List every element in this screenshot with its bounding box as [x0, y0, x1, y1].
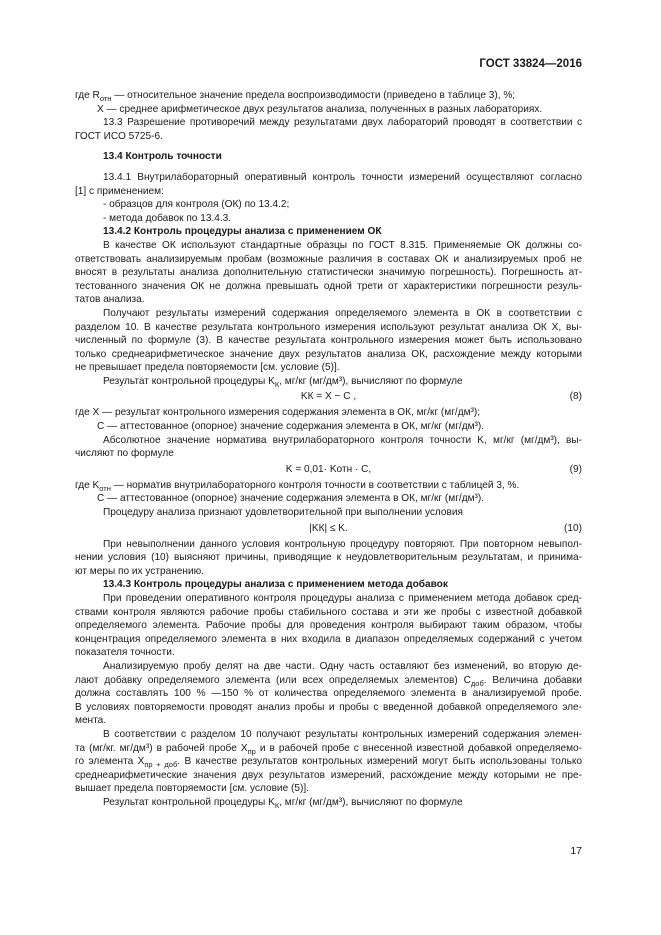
text-line: В соответствии с разделом 10 получают результаты контрольных измерений содержания элемен- — [103, 728, 582, 740]
text-line: 13.4.1 Внутрилабораторный оперативный контроль точности измерений осуществляют согласно — [103, 171, 582, 183]
formula-line — [75, 461, 582, 479]
text-segment: . Величина добавки — [483, 674, 582, 686]
text-line: числяют по формуле — [75, 448, 174, 460]
text-line: вносят в результаты анализа дополнительную статистически значимую погрешность). Погрешность ат- — [75, 267, 582, 279]
text-segment: Результат контрольной процедуры K — [103, 796, 275, 808]
text-line: среднеарифметические значения двух результатов измерений, расхождение между которыми не пре- — [75, 769, 582, 781]
text-line: тестованного значения ОК не должна превышать одной трети от характеристики погрешности резуль- — [75, 280, 582, 292]
subscript: пр — [247, 746, 256, 756]
text-line: - образцов для контроля (ОК) по 13.4.2; — [103, 199, 290, 211]
subscript: пр + доб — [144, 760, 178, 770]
text-segment: лают добавку определяемого элемента (или всех определяемых элементов) C — [75, 674, 471, 686]
section-heading: 13.4.3 Контроль процедуры анализа с применением метода добавок — [103, 579, 448, 591]
text-line: Анализируемую пробу делят на две части. Одну часть оставляют без изменений, во вторую де- — [103, 660, 582, 672]
text-line: разделом 10. В качестве результата контрольного измерения используют результат анализа ОК X, вы- — [75, 321, 582, 333]
formula-expression: K = 0,01· Kотн · C, — [285, 463, 372, 475]
text-line — [75, 479, 582, 493]
text-line: нении условия (10) выясняют причины, приводящие к неудовлетворительным результатам, и принима- — [75, 552, 582, 564]
formula-expression: |KК| ≤ K. — [309, 522, 348, 534]
text-line: - метода добавок по 13.4.3. — [103, 212, 232, 224]
page-number: 17 — [570, 845, 582, 857]
formula-line — [75, 520, 582, 538]
text-line: В качестве ОК используют стандартные образцы по ГОСТ 8.315. Применяемые ОК должны со- — [103, 239, 582, 251]
text-line: численный по формуле (3). В качестве результата контрольного измерения может быть использовано — [75, 335, 582, 347]
section-heading: 13.4.2 Контроль процедуры анализа с применением ОК — [103, 226, 382, 238]
text-line: не превышает предела повторяемости [см. условие (5)]. — [75, 362, 340, 374]
text-segment: та (мг/кг. мг/дм³) в рабочей пробе X — [75, 742, 248, 754]
text-segment: . В качестве результатов контрольных измерений могут быть использованы только — [177, 756, 582, 768]
paragraph-spacer — [75, 143, 582, 150]
subscript: К — [274, 379, 280, 389]
subscript: отн — [99, 94, 112, 104]
text-line: татов анализа. — [75, 294, 145, 306]
text-segment: , мг/кг (мг/дм³), вычисляют по формуле — [279, 375, 463, 387]
text-line: Абсолютное значение норматива внутрилабораторного контроля точности K, мг/кг (мг/дм³), вы- — [103, 434, 582, 446]
subscript: доб — [470, 678, 484, 688]
formula-number: (8) — [569, 391, 582, 403]
text-segment: , мг/кг (мг/дм³), вычисляют по формуле — [279, 796, 463, 808]
text-line: должна составлять 100 % —150 % от количества определяемого элемента в анализируемой пробе. — [75, 688, 582, 700]
text-line: определяемого элемента. Рабочие пробы для проведения контроля выбирают таким образом, чтобы — [75, 620, 582, 632]
text-line: Процедуру анализа признают удовлетворительной при выполнении условия — [103, 507, 464, 519]
text-line: При проведении оперативного контроля процедуры анализа с применением метода добавок сред- — [103, 593, 582, 604]
text-line: ют меры по их устранению. — [75, 565, 204, 577]
text-line: В условиях повторяемости проводят анализ пробы и пробы с введенной добавкой определяемого эле- — [75, 701, 582, 713]
formula-number: (10) — [564, 522, 582, 534]
page-body — [75, 89, 582, 810]
text-line: мента. — [75, 715, 107, 727]
subscript: К — [274, 800, 280, 810]
text-line: C — аттестованное (опорное) значение содержания элемента в ОК, мг/кг (мг/дм³). — [97, 421, 485, 433]
text-segment: и в рабочей пробе с внесенной известной добавкой определяемо- — [255, 742, 582, 754]
text-line — [75, 755, 582, 769]
text-line: 13.3 Разрешение противоречий между результатами двух лабораторий проводят в соответствии с — [103, 117, 582, 129]
text-line: показателя точности. — [75, 647, 175, 659]
text-line: ГОСТ ИСО 5725-6. — [75, 130, 163, 142]
text-line — [75, 89, 582, 103]
text-segment: Результат контрольной процедуры K — [103, 375, 275, 387]
subscript: отн — [99, 483, 111, 493]
text-segment: — относительное значение предела воспроизводимости (приведено в таблице 3), %; — [111, 90, 516, 101]
text-line — [75, 796, 582, 810]
text-segment: где R — [75, 90, 100, 101]
text-line: ответствовать анализируемым пробам (возможные различия в составах ОК и анализируемых проб не — [75, 253, 582, 265]
text-line: X — среднее арифметическое двух результатов анализа, полученных в разных лабораториях. — [97, 103, 543, 115]
paragraph-spacer — [75, 164, 582, 171]
text-line: где X — результат контрольного измерения содержания элемента в ОК, мг/кг (мг/дм³); — [75, 407, 481, 419]
text-line — [75, 674, 582, 688]
section-heading: 13.4 Контроль точности — [103, 151, 222, 163]
document-code-header: ГОСТ 33824—2016 — [479, 58, 582, 70]
text-line: вышает предела повторяемости [см. условие (5)]. — [75, 783, 309, 795]
text-line: [1] с применением: — [75, 185, 164, 197]
text-line — [75, 375, 582, 389]
text-line — [75, 742, 582, 756]
text-segment: где K — [75, 479, 100, 491]
text-segment: — норматив внутрилабораторного контроля точности в соответствии с таблицей 3, %. — [110, 479, 520, 491]
formula-expression: KК = X − C , — [300, 391, 357, 403]
formula-number: (9) — [569, 463, 582, 475]
formula-line — [75, 388, 582, 406]
text-line: только среднеарифметическое значение двух результатов анализа ОК, расхождение между которыми — [75, 348, 582, 360]
text-line: ствами контроля являются рабочие пробы стабильного состава и эти же пробы с известной добавкой — [75, 606, 582, 618]
text-line: концентрация определяемого элемента в них входила в диапазон определяемых содержаний с учетом — [75, 633, 582, 645]
text-line: При невыполнении данного условия контрольную процедуру повторяют. При повторном невыпол- — [103, 538, 582, 550]
text-segment: го элемента X — [75, 756, 145, 768]
text-line: C — аттестованное (опорное) значение содержания элемента в ОК, мг/кг (мг/дм³). — [97, 493, 485, 505]
text-line: Получают результаты измерений содержания определяемого элемента в ОК в соответствии с — [103, 307, 582, 319]
